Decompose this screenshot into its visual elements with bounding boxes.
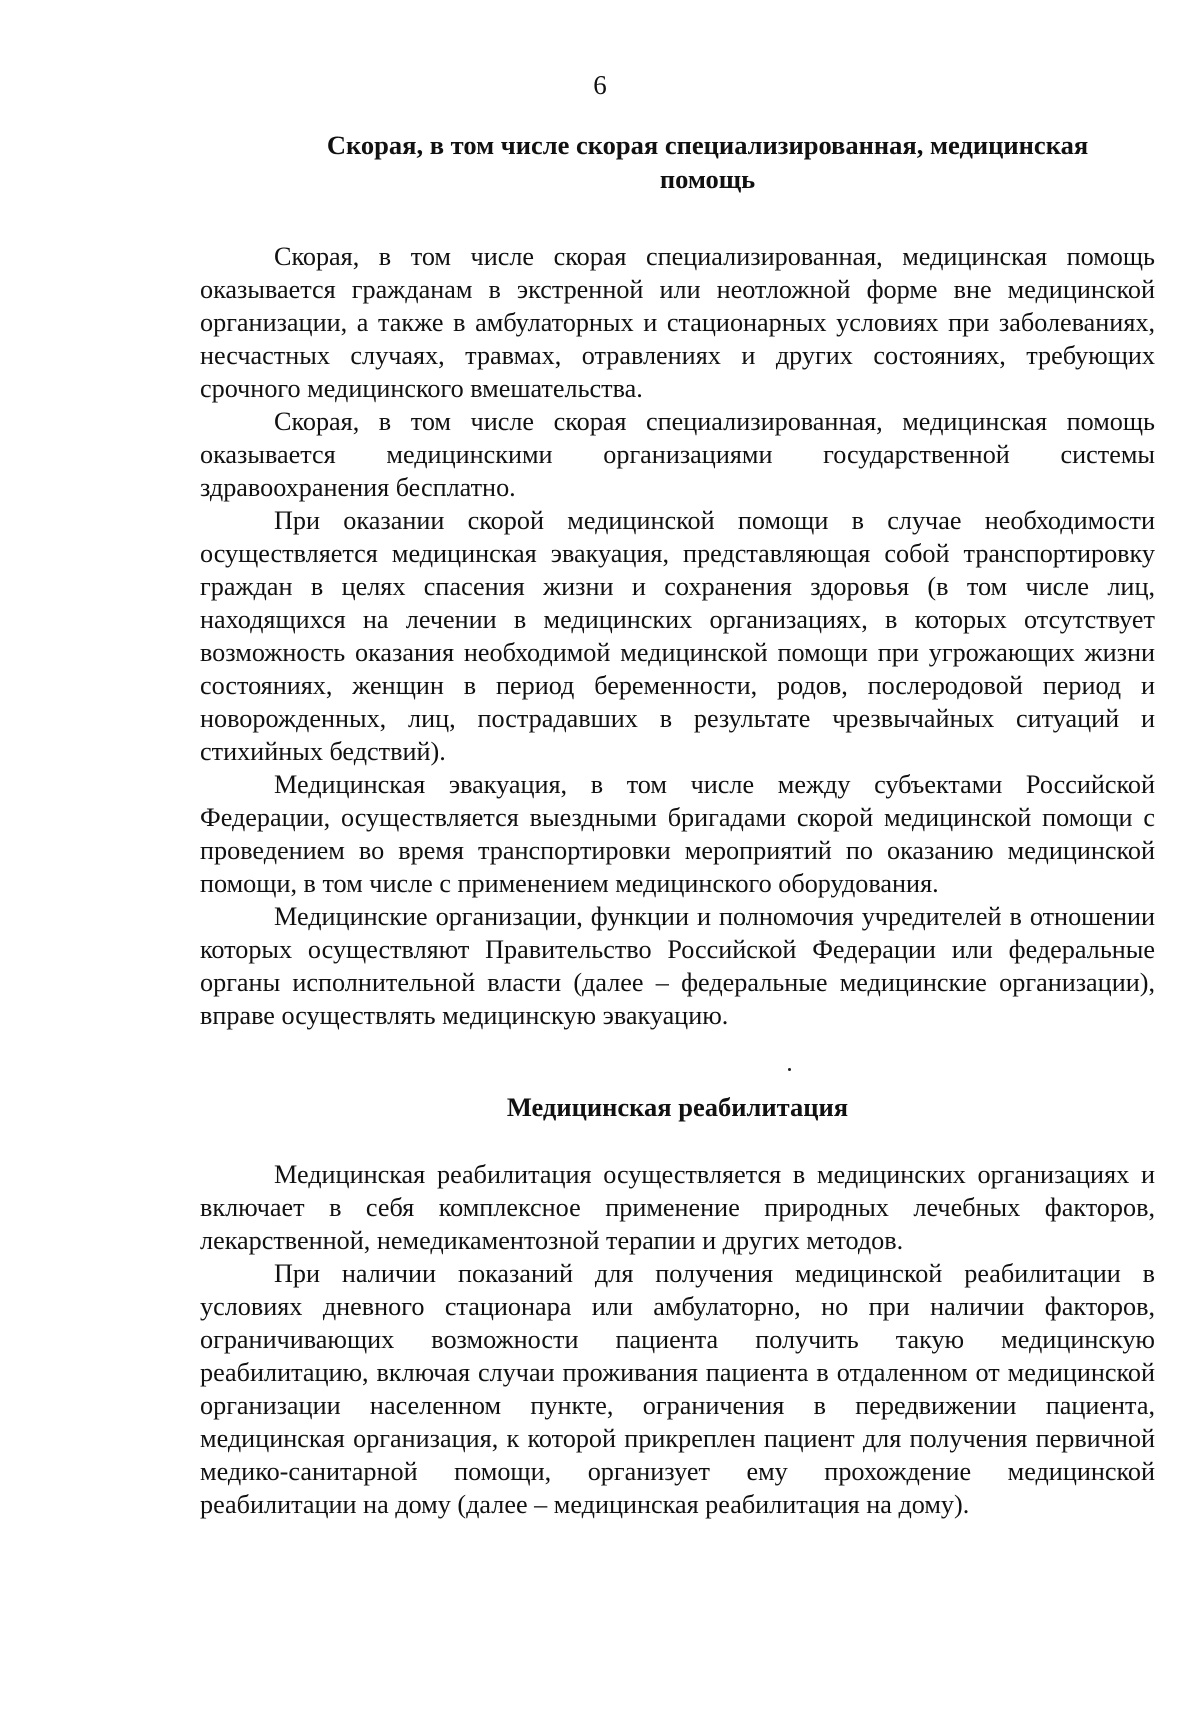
paragraph: Медицинские организации, функции и полномочия учредителей в отношении которых осуществляют Правительство Российской Федерации или федеральные органы исполнительной власти (далее – федеральные медицинские организации), вправе осуществлять медицинскую эвакуацию. <box>200 902 1155 1030</box>
section-title-line: Скорая, в том числе скорая специализированная, медицинская <box>326 130 1089 160</box>
paragraph: Медицинская реабилитация осуществляется в медицинских организациях и включает в себя комплексное применение природных лечебных факторов, лекарственной, немедикаментозной терапии и других методов. <box>200 1160 1155 1255</box>
paragraph: При наличии показаний для получения медицинской реабилитации в условиях дневного стационара или амбулаторно, но при наличии факторов, ограничивающих возможности пациента получить такую медицинскую реабилитацию, включая случаи проживания пациента в отдаленном от медицинской организации населенном пункте, ограничения в передвижении пациента, медицинская организация, к которой прикреплен пациент для получения первичной медико-санитарной помощи, организует ему прохождение медицинской реабилитации на дому (далее – медицинская реабилитация на дому). <box>200 1259 1155 1519</box>
section-title-line: помощь <box>659 164 756 194</box>
paragraph: Скорая, в том числе скорая специализированная, медицинская помощь оказывается гражданам в экстренной или неотложной форме вне медицинской организации, а также в амбулаторных и стационарных условиях при заболеваниях, несчастных случаях, травмах, отравлениях и других состояниях, требующих срочного медицинского вмешательства. <box>200 242 1155 403</box>
paragraph: Медицинская эвакуация, в том числе между субъектами Российской Федерации, осуществляется выездными бригадами скорой медицинской помощи с проведением во время транспортировки мероприятий по оказанию медицинской помощи, в том числе с применением медицинского оборудования. <box>200 770 1155 898</box>
page-number: 6 <box>593 70 607 100</box>
section-rehabilitation <box>200 1090 1155 1521</box>
section-ambulance <box>200 128 1155 1032</box>
section-title: Медицинская реабилитация <box>506 1092 849 1122</box>
scan-dot <box>788 1068 791 1071</box>
paragraph: Скорая, в том числе скорая специализированная, медицинская помощь оказывается медицинскими организациями государственной системы здравоохранения бесплатно. <box>200 407 1155 502</box>
section-title <box>200 128 1155 196</box>
paragraph: При оказании скорой медицинской помощи в случае необходимости осуществляется медицинская эвакуация, представляющая собой транспортировку граждан в целях спасения жизни и сохранения здоровья (в том числе лиц, находящихся на лечении в медицинских организациях, в которых отсутствует возможность оказания необходимой медицинской помощи при угрожающих жизни состояниях, женщин в период беременности, родов, послеродовой период и новорожденных, лиц, пострадавших в результате чрезвычайных ситуаций и стихийных бедствий). <box>200 506 1155 766</box>
